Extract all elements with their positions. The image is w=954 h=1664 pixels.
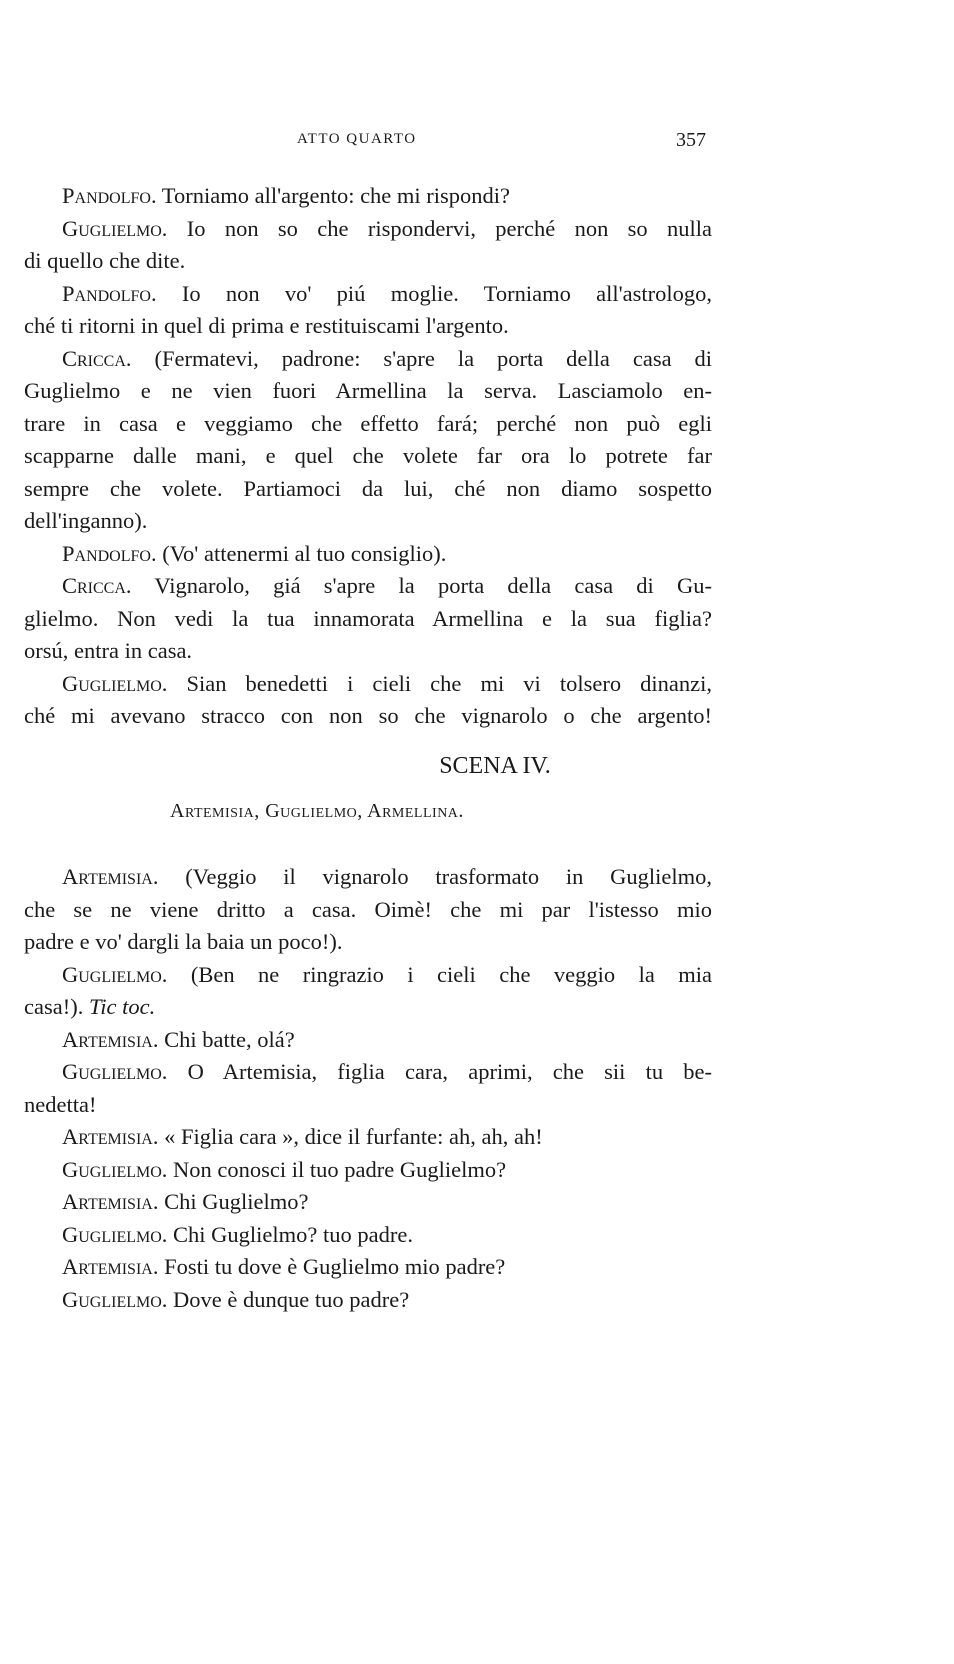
- speaker-name: Cricca.: [62, 573, 132, 598]
- speaker-name: Guglielmo.: [62, 215, 168, 241]
- line-text: (Fermatevi, padrone: s'apre la porta della casa di: [131, 345, 712, 371]
- text-line: [24, 473, 712, 505]
- line-text: Sian benedetti i cieli che mi vi tolsero dinanzi,: [167, 670, 712, 696]
- text-line: [24, 245, 712, 277]
- speaker-name: Guglielmo.: [62, 1156, 168, 1182]
- text-line: [24, 603, 712, 635]
- text-line: [24, 926, 712, 958]
- line-text: Io non vo' piú moglie. Torniamo all'astrologo,: [156, 280, 712, 306]
- text-line: [24, 505, 712, 537]
- line-text: Chi batte, olá?: [158, 1026, 295, 1052]
- speaker-name: Guglielmo.: [62, 1221, 168, 1247]
- text-line: [62, 1284, 712, 1316]
- speaker-name: Cricca.: [62, 345, 132, 371]
- speaker-name: Artemisia.: [62, 1124, 159, 1149]
- text-line: [62, 1154, 712, 1186]
- line-text: ché ti ritorni in quel di prima e restituiscami l'argento.: [24, 313, 509, 338]
- running-title: ATTO QUARTO: [297, 131, 417, 147]
- text-line: [24, 635, 712, 667]
- line-text: O Artemisia, figlia cara, aprimi, che sii tu be-: [167, 1059, 712, 1084]
- line-text: Fosti tu dove è Guglielmo mio padre?: [158, 1254, 506, 1279]
- speaker-name: Artemisia.: [62, 864, 159, 889]
- line-text: (Vo' attenermi al tuo consiglio).: [156, 540, 447, 566]
- line-text: scapparne dalle mani, e quel che volete far ora lo potrete far: [24, 443, 712, 468]
- text-line: [62, 180, 712, 212]
- text-line: [62, 861, 712, 893]
- line-text: Non conosci il tuo padre Guglielmo?: [167, 1156, 507, 1182]
- speaker-name: Pandolfo.: [62, 183, 157, 208]
- line-text: nedetta!: [24, 1091, 97, 1117]
- scene-title: SCENA IV.: [439, 753, 551, 779]
- text-line: [24, 1089, 712, 1121]
- line-text: Io non so che rispondervi, perché non so nulla: [167, 215, 712, 241]
- text-line: [62, 213, 712, 245]
- line-text: Dove è dunque tuo padre?: [167, 1286, 410, 1312]
- text-line: [62, 1186, 712, 1218]
- text-line: [62, 343, 712, 375]
- line-text: sempre che volete. Partiamoci da lui, ché non diamo sospetto: [24, 475, 712, 501]
- speaker-name: Pandolfo.: [62, 280, 157, 306]
- speaker-name: Guglielmo.: [62, 961, 168, 987]
- line-text: Vignarolo, giá s'apre la porta della casa di Gu-: [131, 573, 712, 598]
- text-line: [62, 570, 712, 602]
- speaker-name: Pandolfo.: [62, 540, 157, 566]
- line-text: che se ne viene dritto a casa. Oimè! che mi par l'istesso mio: [24, 896, 712, 922]
- text-line: [24, 375, 712, 407]
- line-text: casa!).: [24, 994, 89, 1019]
- text-line: [24, 894, 712, 926]
- text-line: [24, 310, 712, 342]
- text-line: [62, 1251, 712, 1283]
- line-text: (Ben ne ringrazio i cieli che veggio la mia: [167, 961, 712, 987]
- text-line: [62, 1056, 712, 1088]
- line-text: (Veggio il vignarolo trasformato in Guglielmo,: [158, 864, 712, 889]
- page-number: 357: [676, 129, 706, 151]
- line-text: Chi Guglielmo? tuo padre.: [167, 1221, 413, 1247]
- text-line: [62, 1121, 712, 1153]
- line-text: Torniamo all'argento: che mi rispondi?: [156, 183, 511, 208]
- cast-list: Artemisia, Guglielmo, Armellina.: [170, 800, 464, 822]
- text-line: [62, 1219, 712, 1251]
- line-text: dell'inganno).: [24, 508, 148, 533]
- stage-direction: Tic toc.: [88, 994, 156, 1019]
- line-text: padre e vo' dargli la baia un poco!).: [24, 929, 343, 954]
- line-text: Chi Guglielmo?: [158, 1189, 309, 1214]
- line-text: « Figlia cara », dice il furfante: ah, ah, ah!: [158, 1124, 543, 1149]
- text-line: [62, 668, 712, 700]
- speaker-name: Guglielmo.: [62, 670, 168, 696]
- text-line: [24, 700, 712, 732]
- line-text: Guglielmo e ne vien fuori Armellina la serva. Lasciamolo en-: [24, 378, 712, 403]
- text-line: [62, 959, 712, 991]
- text-line: [24, 991, 712, 1023]
- speaker-name: Guglielmo.: [62, 1059, 168, 1084]
- text-line: [24, 408, 712, 440]
- speaker-name: Artemisia.: [62, 1026, 159, 1052]
- speaker-name: Artemisia.: [62, 1254, 159, 1279]
- text-line: [24, 440, 712, 472]
- speaker-name: Artemisia.: [62, 1189, 159, 1214]
- line-text: glielmo. Non vedi la tua innamorata Armellina e la sua figlia?: [24, 605, 712, 631]
- text-line: [62, 1024, 712, 1056]
- line-text: orsú, entra in casa.: [24, 638, 193, 663]
- line-text: di quello che dite.: [24, 248, 186, 273]
- line-text: trare in casa e veggiamo che effetto fará; perché non può egli: [24, 410, 712, 436]
- line-text: ché mi avevano stracco con non so che vignarolo o che argento!: [24, 703, 712, 728]
- speaker-name: Guglielmo.: [62, 1286, 168, 1312]
- text-line: [62, 278, 712, 310]
- text-line: [62, 538, 712, 570]
